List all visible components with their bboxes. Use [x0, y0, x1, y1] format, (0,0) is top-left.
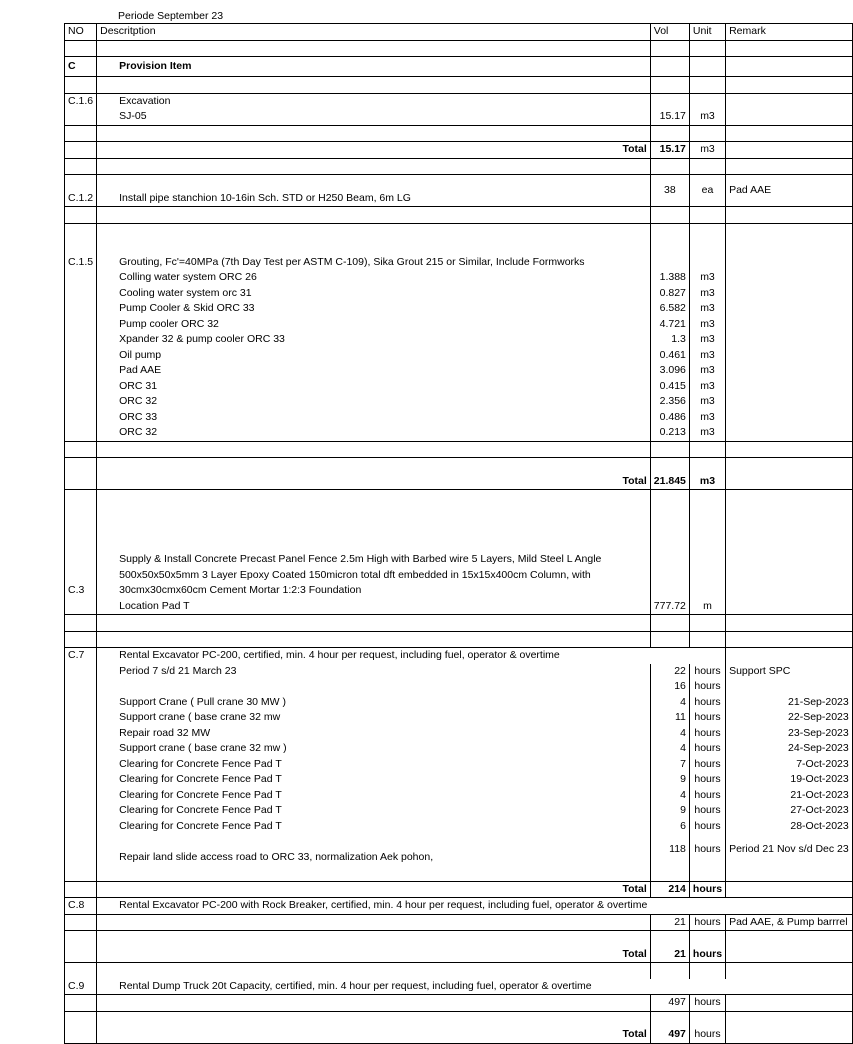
col-header-description: Descritption [97, 24, 651, 41]
table-row [65, 710, 853, 726]
total-unit: m3 [689, 142, 725, 159]
table-row [65, 425, 853, 441]
row-vol: 0.827 [650, 286, 689, 302]
row-description: Clearing for Concrete Fence Pad T [97, 757, 651, 773]
total-row [65, 947, 853, 963]
table-row [65, 175, 853, 207]
col-header-unit: Unit [689, 24, 725, 41]
row-description: Clearing for Concrete Fence Pad T [97, 803, 651, 819]
row-date: 21-Sep-2023 [726, 695, 853, 711]
row-unit: m3 [689, 286, 725, 302]
row-vol: 4 [650, 788, 689, 804]
total-row [65, 474, 853, 490]
period-label: Periode September 23 [118, 10, 224, 22]
table-row [65, 788, 853, 804]
row-vol: 22 [650, 664, 689, 680]
row-remark: Pad AAE [726, 175, 853, 207]
row-no: C.3 [65, 506, 97, 599]
row-description: Provision Item [97, 57, 651, 77]
row-date: 22-Sep-2023 [726, 710, 853, 726]
row-description: Repair road 32 MW [97, 726, 651, 742]
row-unit: m [689, 599, 725, 615]
table-row [65, 599, 853, 615]
table-row [65, 898, 853, 915]
table-row [65, 648, 853, 664]
row-description: Pad AAE [97, 363, 651, 379]
row-unit: hours [689, 772, 725, 788]
row-unit: hours [689, 710, 725, 726]
row-description: ORC 32 [97, 425, 651, 441]
blank-row [65, 40, 853, 57]
row-vol: 777.72 [650, 599, 689, 615]
row-description: Rental Excavator PC-200, certified, min. 4 hour per request, including fuel, operator & overtime [97, 648, 651, 664]
row-vol: 9 [650, 803, 689, 819]
row-description: Repair land slide access road to ORC 33, normalization Aek pohon, [97, 834, 651, 865]
row-no: C.8 [65, 898, 97, 915]
row-description: SJ-05 [97, 109, 651, 125]
row-unit: hours [689, 995, 725, 1012]
table-row [65, 914, 853, 931]
row-unit: ea [689, 175, 725, 207]
row-description: Xpander 32 & pump cooler ORC 33 [97, 332, 651, 348]
row-vol: 0.213 [650, 425, 689, 441]
blank-row [65, 458, 853, 474]
row-unit: hours [689, 664, 725, 680]
blank-row [65, 631, 853, 648]
table-row [65, 239, 853, 270]
row-unit: hours [689, 757, 725, 773]
row-vol: 497 [650, 995, 689, 1012]
row-unit: m3 [689, 348, 725, 364]
row-vol: 1.3 [650, 332, 689, 348]
total-vol: 214 [650, 881, 689, 898]
row-description: ORC 32 [97, 394, 651, 410]
table-row [65, 695, 853, 711]
row-description: ORC 33 [97, 410, 651, 426]
row-unit: hours [689, 679, 725, 695]
row-no: C [65, 57, 97, 77]
row-description: Rental Dump Truck 20t Capacity, certified, min. 4 hour per request, including fuel, operator & overtime [97, 979, 651, 995]
blank-row [65, 223, 853, 239]
table-row [65, 726, 853, 742]
row-vol: 38 [650, 175, 689, 207]
row-description: Rental Excavator PC-200 with Rock Breaker, certified, min. 4 hour per request, including fuel, operator & overtime [97, 898, 651, 915]
blank-row [65, 1011, 853, 1027]
table-row [65, 394, 853, 410]
quantity-table [64, 23, 853, 1044]
row-unit: m3 [689, 301, 725, 317]
total-label: Total [97, 881, 651, 898]
blank-row [65, 615, 853, 632]
row-vol: 4 [650, 741, 689, 757]
total-vol: 21.845 [650, 474, 689, 490]
row-vol: 0.461 [650, 348, 689, 364]
table-row [65, 979, 853, 995]
row-description: Pump Cooler & Skid ORC 33 [97, 301, 651, 317]
row-vol: 4.721 [650, 317, 689, 333]
row-vol: 21 [650, 914, 689, 931]
row-unit: hours [689, 741, 725, 757]
row-description: Clearing for Concrete Fence Pad T [97, 788, 651, 804]
total-row [65, 881, 853, 898]
row-vol: 2.356 [650, 394, 689, 410]
blank-row [65, 77, 853, 94]
row-description: Period 7 s/d 21 March 23 [97, 664, 651, 680]
row-remark: Support SPC [726, 664, 853, 680]
table-row [65, 772, 853, 788]
total-unit: hours [689, 1027, 725, 1043]
row-vol: 16 [650, 679, 689, 695]
row-description: Support crane ( base crane 32 mw ) [97, 741, 651, 757]
row-description: Grouting, Fc'=40MPa (7th Day Test per ASTM C-109), Sika Grout 215 or Similar, Include Formworks [97, 239, 651, 270]
row-unit: hours [689, 788, 725, 804]
total-label: Total [97, 947, 651, 963]
row-date: 24-Sep-2023 [726, 741, 853, 757]
row-date: 28-Oct-2023 [726, 819, 853, 835]
table-row [65, 506, 853, 599]
blank-row [65, 931, 853, 947]
row-remark: Period 21 Nov s/d Dec 23 [726, 834, 853, 865]
row-unit: m3 [689, 270, 725, 286]
row-vol: 7 [650, 757, 689, 773]
row-vol: 118 [650, 834, 689, 865]
row-description: Cooling water system orc 31 [97, 286, 651, 302]
row-unit: m3 [689, 332, 725, 348]
row-remark: Pad AAE, & Pump barrrel [726, 914, 853, 931]
row-description: Support crane ( base crane 32 mw [97, 710, 651, 726]
row-description: Oil pump [97, 348, 651, 364]
total-row [65, 1027, 853, 1043]
total-vol: 15.17 [650, 142, 689, 159]
row-unit: hours [689, 726, 725, 742]
table-row [65, 301, 853, 317]
row-no: C.1.2 [65, 175, 97, 207]
row-description: Colling water system ORC 26 [97, 270, 651, 286]
total-unit: m3 [689, 474, 725, 490]
table-row [65, 664, 853, 680]
blank-row [65, 207, 853, 224]
blank-row [65, 865, 853, 881]
row-description: Clearing for Concrete Fence Pad T [97, 772, 651, 788]
row-unit: hours [689, 695, 725, 711]
row-unit: m3 [689, 410, 725, 426]
col-header-vol: Vol [650, 24, 689, 41]
row-date: 21-Oct-2023 [726, 788, 853, 804]
table-row [65, 679, 853, 695]
row-no: C.1.6 [65, 93, 97, 109]
row-unit: m3 [689, 394, 725, 410]
row-date: 7-Oct-2023 [726, 757, 853, 773]
table-row [65, 109, 853, 125]
row-unit: hours [689, 819, 725, 835]
table-row [65, 819, 853, 835]
row-vol: 1.388 [650, 270, 689, 286]
table-row [65, 270, 853, 286]
row-date: 27-Oct-2023 [726, 803, 853, 819]
row-unit: hours [689, 914, 725, 931]
blank-row [65, 963, 853, 979]
row-date: 23-Sep-2023 [726, 726, 853, 742]
row-vol: 6 [650, 819, 689, 835]
table-row [65, 410, 853, 426]
table-row [65, 741, 853, 757]
row-unit: m3 [689, 109, 725, 125]
col-header-remark: Remark [726, 24, 853, 41]
row-unit: m3 [689, 379, 725, 395]
row-description: Support Crane ( Pull crane 30 MW ) [97, 695, 651, 711]
table-row [65, 995, 853, 1012]
row-no: C.9 [65, 979, 97, 995]
blank-row [65, 158, 853, 175]
row-vol: 11 [650, 710, 689, 726]
row-description: Install pipe stanchion 10-16in Sch. STD or H250 Beam, 6m LG [97, 175, 651, 207]
row-description: Excavation [97, 93, 651, 109]
table-row [65, 363, 853, 379]
table-row [65, 317, 853, 333]
table-row [65, 348, 853, 364]
total-label: Total [97, 474, 651, 490]
total-unit: hours [689, 947, 725, 963]
blank-row [65, 125, 853, 142]
total-label: Total [97, 142, 651, 159]
blank-row [65, 441, 853, 458]
row-no: C.1.5 [65, 239, 97, 270]
col-header-no: NO [65, 24, 97, 41]
row-vol: 15.17 [650, 109, 689, 125]
header-row [65, 24, 853, 41]
table-row [65, 757, 853, 773]
row-unit: m3 [689, 363, 725, 379]
row-unit: hours [689, 803, 725, 819]
row-vol: 4 [650, 726, 689, 742]
row-vol: 9 [650, 772, 689, 788]
row-date: 19-Oct-2023 [726, 772, 853, 788]
row-unit: m3 [689, 317, 725, 333]
table-row [65, 379, 853, 395]
row-no: C.7 [65, 648, 97, 664]
total-vol: 21 [650, 947, 689, 963]
row-unit: hours [689, 834, 725, 865]
total-unit: hours [689, 881, 725, 898]
total-row [65, 142, 853, 159]
row-description: Pump cooler ORC 32 [97, 317, 651, 333]
row-vol: 3.096 [650, 363, 689, 379]
row-vol: 6.582 [650, 301, 689, 317]
table-row [65, 286, 853, 302]
section-row [65, 57, 853, 77]
row-description: ORC 31 [97, 379, 651, 395]
row-description: Supply & Install Concrete Precast Panel Fence 2.5m High with Barbed wire 5 Layers, Mild Steel L Angle 500x50x50x5mm 3 Layer Epoxy Coated 150micron total dft embedded in 15x15x400cm Column, with 30cmx30cmx60cm Cement Mortar 1:2:3 Foundation [97, 506, 651, 599]
row-vol: 0.415 [650, 379, 689, 395]
row-unit: m3 [689, 425, 725, 441]
total-label: Total [97, 1027, 651, 1043]
table-row [65, 332, 853, 348]
table-row [65, 803, 853, 819]
row-description: Location Pad T [97, 599, 651, 615]
row-vol: 0.486 [650, 410, 689, 426]
blank-row [65, 490, 853, 506]
table-row [65, 834, 853, 865]
total-vol: 497 [650, 1027, 689, 1043]
table-row [65, 93, 853, 109]
row-description: Clearing for Concrete Fence Pad T [97, 819, 651, 835]
row-vol: 4 [650, 695, 689, 711]
